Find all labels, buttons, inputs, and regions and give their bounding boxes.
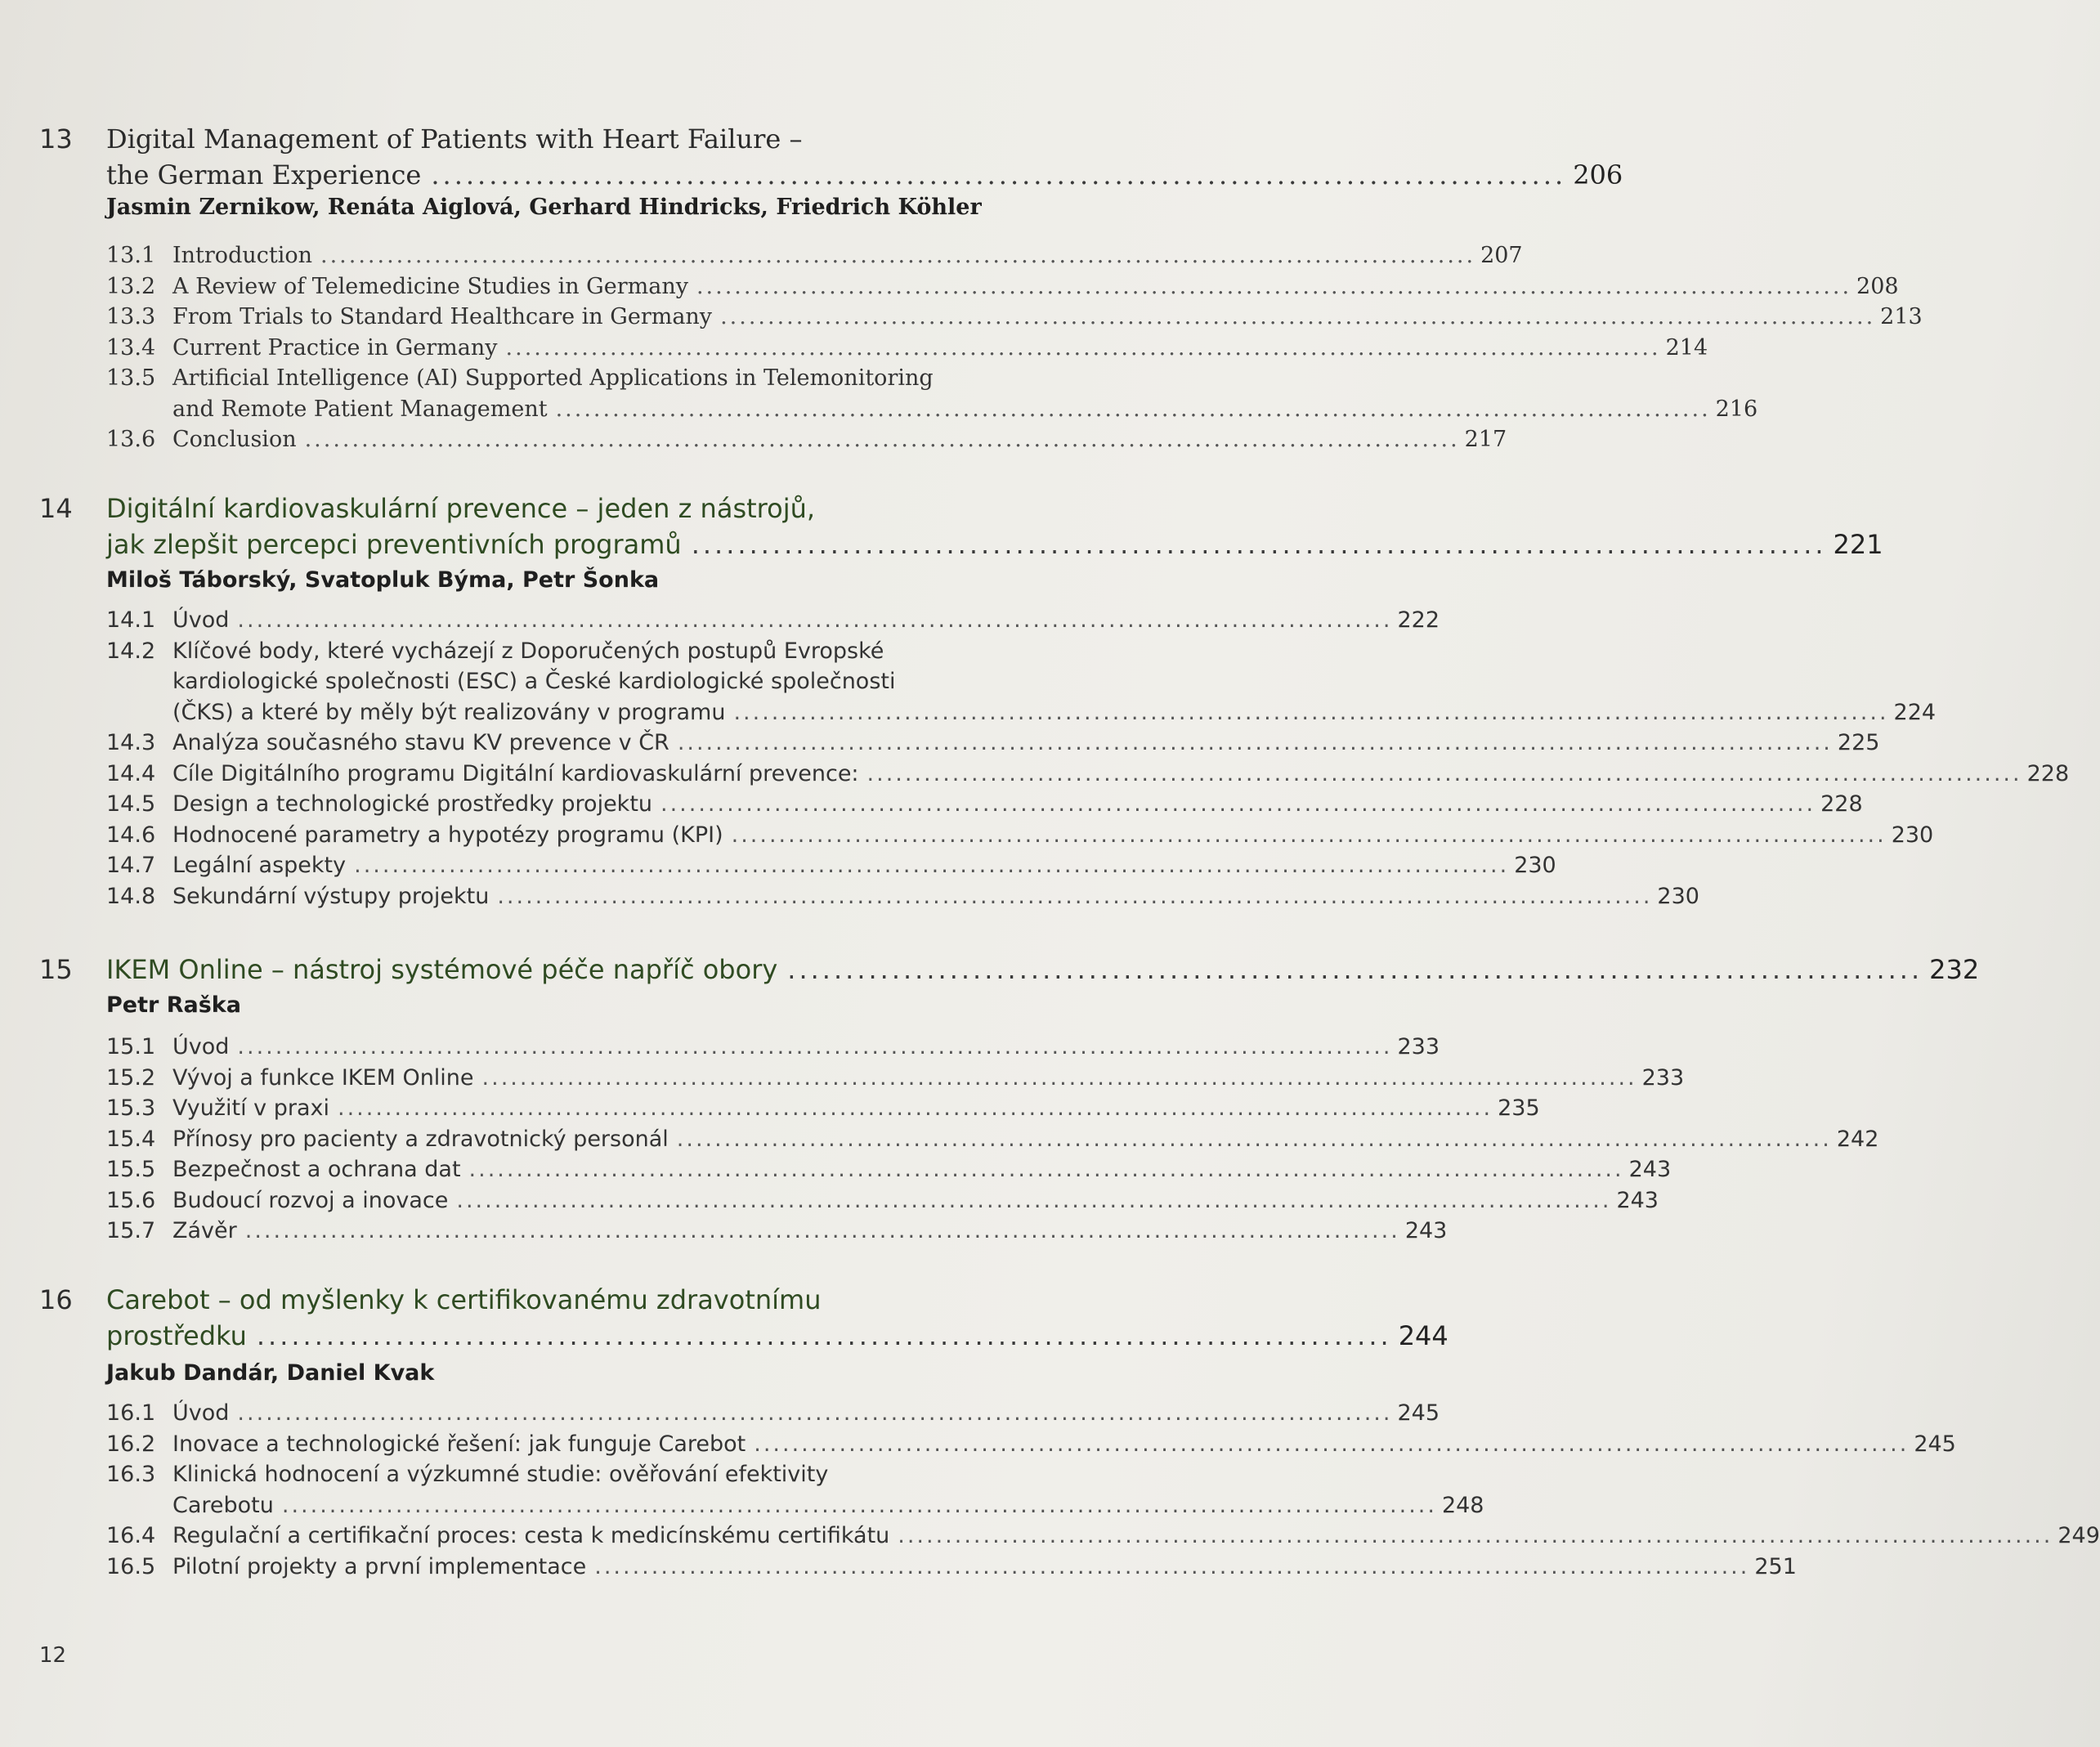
chapter-title-line-2: prostředku	[106, 1320, 247, 1351]
section-entry	[106, 881, 1699, 912]
section-page-number: 224	[1893, 699, 1937, 725]
leader-dots: ..........................................................................................................................	[456, 1187, 1612, 1213]
section-page-number: 225	[1837, 730, 1880, 755]
section-number: 15.5	[106, 1157, 156, 1182]
section-entry	[106, 271, 1899, 302]
section-title: Pilotní projekty a první implementace	[172, 1553, 587, 1579]
leader-dots: ..........................................................................................................................	[733, 699, 1889, 725]
section-title: From Trials to Standard Healthcare in Germany	[172, 304, 713, 329]
leader-dots: ..................................................................................................	[431, 159, 1567, 190]
section-entry	[106, 1459, 1484, 1521]
section-number: 16.1	[106, 1400, 156, 1426]
section-list	[106, 605, 2070, 912]
section-entry	[106, 240, 1523, 271]
section-entry	[106, 1216, 1448, 1247]
section-number: 15.4	[106, 1126, 156, 1152]
chapter-title	[106, 121, 1623, 193]
section-title-continued: and Remote Patient Management	[172, 396, 548, 422]
chapter-authors: Miloš Táborský, Svatopluk Býma, Petr Šonka	[106, 567, 660, 593]
section-list	[106, 1398, 2100, 1582]
section-title: Úvod	[172, 1400, 230, 1426]
section-number: 13.6	[106, 427, 156, 452]
leader-dots: ..........................................................................................................................	[320, 243, 1476, 268]
section-title: Current Practice in Germany	[172, 334, 498, 361]
chapter-authors: Jakub Dandár, Daniel Kvak	[106, 1360, 435, 1386]
section-entry	[106, 1429, 1956, 1460]
section-list	[106, 1032, 1879, 1247]
chapter-title	[106, 491, 1883, 562]
section-entry	[106, 302, 1923, 333]
chapter-authors: Jasmin Zernikow, Renáta Aiglová, Gerhard Hindricks, Friedrich Köhler	[106, 195, 982, 220]
section-title: Přínosy pro pacienty a zdravotnický personál	[172, 1126, 669, 1152]
section-page-number: 243	[1628, 1157, 1672, 1182]
leader-dots: ..........................................................................................................................	[555, 396, 1711, 422]
section-entry	[106, 1398, 1440, 1429]
leader-dots: ..........................................................................................................................	[676, 1126, 1832, 1152]
leader-dots: ..........................................................................................................................	[594, 1553, 1750, 1579]
section-title: A Review of Telemedicine Studies in Germany	[172, 273, 688, 299]
section-title-continued: Carebotu	[172, 1492, 274, 1518]
section-entry	[106, 1063, 1685, 1094]
section-number: 15.7	[106, 1218, 156, 1243]
chapter-title-line-2: the German Experience	[106, 159, 422, 190]
section-title: Conclusion	[172, 427, 297, 452]
chapter-number: 14	[39, 493, 73, 524]
section-entry	[106, 605, 1440, 636]
section-page-number: 230	[1657, 883, 1699, 909]
section-page-number: 208	[1856, 273, 1899, 299]
section-entry	[106, 850, 1556, 881]
section-number: 15.3	[106, 1095, 156, 1121]
section-entry	[106, 1154, 1672, 1185]
chapter-title-line-2: jak zlepšit percepci preventivních programů	[106, 529, 682, 560]
section-number: 14.5	[106, 791, 156, 817]
chapter-title	[106, 1282, 1449, 1354]
section-number: 15.2	[106, 1064, 156, 1091]
section-title-continued: (ČKS) a které by měly být realizovány v programu	[172, 699, 726, 725]
chapter-title-line-1: Digitální kardiovaskulární prevence – jeden z nástrojů,	[106, 493, 816, 524]
section-title: Využití v praxi	[172, 1095, 330, 1121]
leader-dots: ..........................................................................................................................	[497, 883, 1653, 909]
section-page-number: 207	[1480, 243, 1523, 268]
section-page-number: 233	[1641, 1064, 1685, 1091]
section-number: 14.3	[106, 730, 156, 755]
leader-dots: ..........................................................................................................................	[468, 1157, 1624, 1182]
section-title: Design a technologické prostředky projektu	[172, 791, 653, 817]
section-number: 13.5	[106, 365, 156, 391]
section-entry	[106, 1185, 1659, 1216]
section-page-number: 230	[1891, 822, 1934, 848]
section-title: Vývoj a funkce IKEM Online	[172, 1064, 474, 1091]
leader-dots: ..........................................................................................................................	[898, 1523, 2053, 1548]
section-list	[106, 240, 1923, 455]
section-title: Artificial Intelligence (AI) Supported Applications in Telemonitoring	[172, 365, 934, 391]
section-number: 15.6	[106, 1187, 156, 1213]
section-title: Klíčové body, které vycházejí z Doporučených postupů Evropské	[172, 638, 884, 664]
chapter-title	[106, 952, 1980, 988]
section-entry	[106, 333, 1708, 364]
section-title: Úvod	[172, 1034, 230, 1059]
section-page-number: 228	[1820, 791, 1863, 817]
leader-dots: ..........................................................................................................................	[481, 1064, 1637, 1091]
section-page-number: 230	[1514, 853, 1556, 878]
leader-dots: ..........................................................................................................................	[281, 1492, 1437, 1518]
chapter-number: 13	[39, 123, 73, 155]
section-entry	[106, 1093, 1540, 1124]
section-entry	[106, 363, 1758, 424]
section-number: 16.3	[106, 1462, 156, 1487]
leader-dots: ..........................................................................................................................	[696, 273, 1852, 299]
chapter-title-line-1: Digital Management of Patients with Heart Failure –	[106, 123, 803, 155]
section-entry	[106, 636, 1937, 728]
chapter-page-number: 244	[1398, 1320, 1449, 1351]
section-page-number: 251	[1754, 1553, 1797, 1579]
section-page-number: 217	[1464, 427, 1507, 452]
section-title-continued: kardiologické společnosti (ESC) a České kardiologické společnosti	[172, 669, 896, 694]
section-entry	[106, 424, 1507, 455]
section-number: 13.2	[106, 273, 156, 299]
page-number: 12	[39, 1643, 67, 1668]
section-entry	[106, 789, 1863, 820]
chapter-number: 16	[39, 1284, 73, 1315]
leader-dots: ..........................................................................................................................	[244, 1218, 1400, 1243]
section-page-number: 245	[1397, 1400, 1440, 1426]
section-page-number: 245	[1914, 1431, 1956, 1457]
section-number: 14.7	[106, 853, 156, 878]
section-title: Bezpečnost a ochrana dat	[172, 1157, 461, 1182]
section-page-number: 243	[1404, 1218, 1448, 1243]
section-entry	[106, 1032, 1440, 1063]
section-number: 16.2	[106, 1431, 156, 1457]
section-number: 14.2	[106, 638, 156, 664]
chapter-authors: Petr Raška	[106, 992, 241, 1018]
leader-dots: ..........................................................................................................................	[237, 607, 1393, 633]
leader-dots: ..........................................................................................................................	[677, 730, 1833, 755]
section-page-number: 216	[1715, 396, 1758, 422]
leader-dots: ..........................................................................................................................	[731, 822, 1887, 848]
section-number: 14.4	[106, 760, 156, 786]
leader-dots: ..........................................................................................................................	[505, 334, 1661, 361]
section-number: 14.6	[106, 822, 156, 848]
section-number: 13.3	[106, 304, 156, 329]
section-page-number: 249	[2057, 1523, 2100, 1548]
leader-dots: ..................................................................................................	[256, 1320, 1392, 1351]
chapter-title-line-1: Carebot – od myšlenky k certifikovanému zdravotnímu	[106, 1284, 822, 1315]
section-page-number: 214	[1665, 334, 1708, 361]
leader-dots: ..................................................................................................	[787, 954, 1923, 985]
section-title: Cíle Digitálního programu Digitální kardiovaskulární prevence:	[172, 760, 859, 786]
section-title: Analýza současného stavu KV prevence v ČR	[172, 730, 669, 755]
chapter-page-number: 232	[1929, 954, 1980, 985]
leader-dots: ..........................................................................................................................	[304, 427, 1460, 452]
section-title: Regulační a certifikační proces: cesta k medicínskému certifikátu	[172, 1523, 890, 1548]
section-entry	[106, 820, 1934, 851]
leader-dots: ..................................................................................................	[691, 529, 1827, 560]
section-page-number: 213	[1880, 304, 1923, 329]
chapter-number: 15	[39, 954, 73, 985]
section-page-number: 233	[1397, 1034, 1440, 1059]
section-entry	[106, 1552, 1797, 1583]
section-title: Klinická hodnocení a výzkumné studie: ověřování efektivity	[172, 1462, 829, 1487]
section-number: 16.4	[106, 1523, 156, 1548]
chapter-page-number: 206	[1573, 159, 1623, 190]
section-title: Legální aspekty	[172, 853, 347, 878]
leader-dots: ..........................................................................................................................	[354, 853, 1510, 878]
section-page-number: 242	[1836, 1126, 1879, 1152]
section-number: 15.1	[106, 1034, 156, 1059]
section-entry	[106, 1521, 2100, 1552]
leader-dots: ..........................................................................................................................	[720, 304, 1876, 329]
section-page-number: 248	[1441, 1492, 1484, 1518]
section-number: 14.8	[106, 883, 156, 909]
leader-dots: ..........................................................................................................................	[237, 1034, 1393, 1059]
section-entry	[106, 728, 1880, 759]
leader-dots: ..........................................................................................................................	[338, 1095, 1493, 1121]
leader-dots: ..........................................................................................................................	[866, 760, 2022, 786]
section-page-number: 243	[1616, 1187, 1659, 1213]
section-page-number: 235	[1498, 1095, 1540, 1121]
section-number: 16.5	[106, 1553, 156, 1579]
section-entry	[106, 1124, 1879, 1155]
leader-dots: ..........................................................................................................................	[754, 1431, 1910, 1457]
section-title: Introduction	[172, 243, 312, 268]
section-page-number: 228	[2026, 760, 2070, 786]
section-number: 13.1	[106, 243, 156, 268]
section-page-number: 222	[1397, 607, 1440, 633]
section-number: 13.4	[106, 334, 156, 361]
chapter-page-number: 221	[1833, 529, 1883, 560]
section-entry	[106, 759, 2070, 790]
section-title: Hodnocené parametry a hypotézy programu (KPI)	[172, 822, 723, 848]
section-title: Úvod	[172, 607, 230, 633]
chapter-title-line-1: IKEM Online – nástroj systémové péče napříč obory	[106, 954, 778, 985]
section-title: Sekundární výstupy projektu	[172, 883, 490, 909]
leader-dots: ..........................................................................................................................	[660, 791, 1816, 817]
section-title: Závěr	[172, 1218, 237, 1243]
section-title: Inovace a technologické řešení: jak funguje Carebot	[172, 1431, 746, 1457]
section-title: Budoucí rozvoj a inovace	[172, 1187, 449, 1213]
leader-dots: ..........................................................................................................................	[237, 1400, 1393, 1426]
section-number: 14.1	[106, 607, 156, 633]
